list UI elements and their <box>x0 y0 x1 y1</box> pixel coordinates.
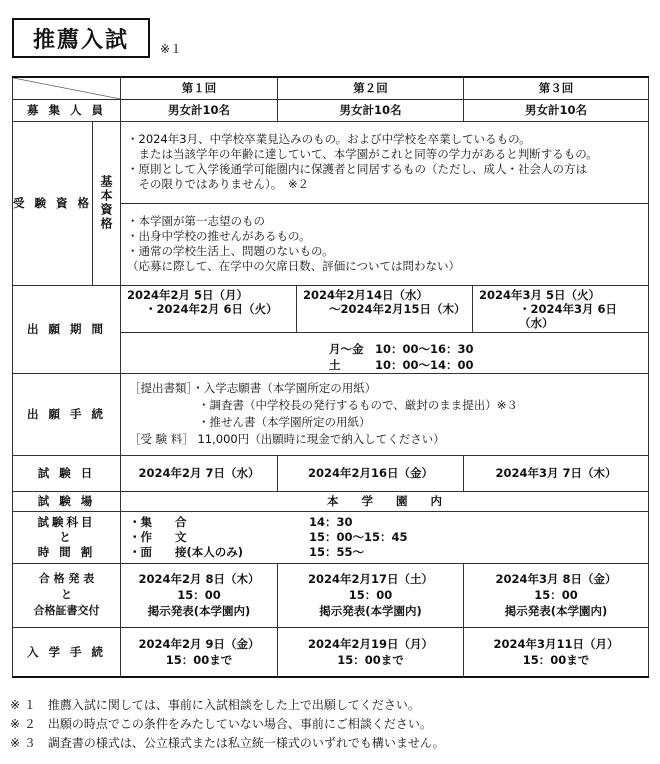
exam-venue-row <box>13 491 649 511</box>
enrollment-deadline: 15：00まで <box>337 652 404 667</box>
application-period-label: 出 願 期 間 <box>13 285 121 373</box>
procedure-line: ・調査書（中学校長の発行するもので、厳封のまま提出）※３ <box>129 398 518 412</box>
subject-item <box>129 545 640 560</box>
period-start: 2024年3月 5日（火） <box>479 287 601 302</box>
subject-name: ・集 合 <box>129 514 187 529</box>
recruit-value-2: 男女計10名 <box>278 99 464 121</box>
application-period-3 <box>472 286 648 332</box>
result-label <box>13 563 121 627</box>
enrollment-3 <box>464 627 649 677</box>
subject-name: ・作 文 <box>129 529 187 544</box>
exam-date-label: 試 験 日 <box>13 455 121 491</box>
enrollment-row <box>13 627 649 677</box>
enrollment-date: 2024年3月11日（月） <box>493 636 619 651</box>
exam-venue-value: 本 学 園 内 <box>121 491 649 511</box>
result-1 <box>121 563 278 627</box>
basic-qualification-line: ・原則として入学後通学可能圏内に保護者と同居するもの（ただし、成人・社会人の方は <box>127 162 587 176</box>
result-label-line: 合格証書交付 <box>33 604 100 617</box>
column-header-2: 第２回 <box>278 77 464 99</box>
result-label-line: 合 格 発 表 <box>38 572 95 585</box>
footnotes <box>10 696 445 753</box>
procedure-line: ・推せん書（本学園所定の用紙） <box>129 415 371 429</box>
basic-qualification-list <box>121 121 649 203</box>
period-end: ～2024年2月15日（木） <box>329 301 466 316</box>
subject-item <box>129 515 640 530</box>
result-3 <box>464 563 649 627</box>
result-method: 掲示発表(本学園内) <box>319 604 422 618</box>
eligibility-label: 受 験 資 格 <box>13 121 93 285</box>
hours-weekday: 月～金 10：00～16：30 <box>329 341 474 356</box>
basic-qualification-line: その限りではありません）。 ※２ <box>127 177 310 191</box>
result-label-line: と <box>61 588 72 601</box>
recruit-row <box>13 99 649 121</box>
footnote: ※ ３ 調査書の様式は、公立様式または私立統一様式のいずれでも構いません。 <box>10 736 445 750</box>
subject-time: 15：00～15：45 <box>309 529 408 544</box>
enrollment-1 <box>121 627 278 677</box>
enrollment-date: 2024年2月 9日（金） <box>138 636 260 651</box>
footnote: ※ １ 推薦入試に関しては、事前に入試相談をした上で出願してください。 <box>10 698 420 712</box>
result-method: 掲示発表(本学園内) <box>147 604 251 618</box>
subjects-schedule <box>121 511 649 563</box>
period-start: 2024年2月14日（水） <box>303 287 429 302</box>
application-period-1 <box>121 286 296 332</box>
hours-saturday: 土 10：00～14：00 <box>329 357 474 372</box>
exam-venue-label: 試 験 場 <box>13 491 121 511</box>
extra-qualification-list <box>121 203 649 285</box>
extra-qualification-line: （応募に際して、在学中の欠席日数、評価については問わない） <box>127 259 461 273</box>
column-header-1: 第１回 <box>121 77 278 99</box>
exam-date-1: 2024年2月 7日（水） <box>121 455 278 491</box>
subject-time: 15：55～ <box>309 544 365 559</box>
enrollment-date: 2024年2月19日（月） <box>307 636 433 651</box>
column-header-3: 第３回 <box>464 77 649 99</box>
procedure-row <box>13 373 649 455</box>
basic-qualification-line: または当該学年の年齢に達していて、本学園がこれと同等の学力があると判断するもの。 <box>127 147 598 161</box>
admission-schedule-table <box>12 76 649 678</box>
basic-qualification-label: 基本資格 <box>99 175 113 231</box>
extra-qualification-line: ・通常の学校生活上、問題のないもの。 <box>127 244 334 258</box>
application-period-2 <box>296 286 472 332</box>
period-end: ・2024年2月 6日（火） <box>145 301 278 316</box>
subjects-label-line: と <box>59 529 74 544</box>
procedure-line: ［提出書類］・入学志願書（本学園所定の用紙） <box>129 381 377 395</box>
result-date: 2024年2月17日（土） <box>307 572 433 586</box>
subject-item <box>129 530 640 545</box>
subjects-row <box>13 511 649 563</box>
procedure-line: ［受 験 料］ 11,000円（出願時に現金で納入してください） <box>129 432 445 446</box>
exam-date-row <box>13 455 649 491</box>
result-row <box>13 563 649 627</box>
procedure-label: 出 願 手 続 <box>13 373 121 455</box>
result-2 <box>278 563 464 627</box>
application-period-cell <box>121 285 649 373</box>
eligibility-row-basic <box>13 121 649 203</box>
result-method: 掲示発表(本学園内) <box>504 604 608 618</box>
exam-date-2: 2024年2月16日（金） <box>278 455 464 491</box>
application-period-row <box>13 285 649 373</box>
period-end: ・2024年3月 6日（水） <box>519 301 618 330</box>
extra-qualification-line: ・出身中学校の推せんがあるもの。 <box>127 229 311 243</box>
enrollment-deadline: 15：00まで <box>165 652 233 667</box>
header-corner-cell <box>13 77 121 99</box>
recruit-label: 募 集 人 員 <box>13 99 121 121</box>
recruit-value-1: 男女計10名 <box>121 99 278 121</box>
basic-qualification-cell <box>93 121 121 285</box>
enrollment-deadline: 15：00まで <box>522 652 590 667</box>
result-date: 2024年2月 8日（木） <box>138 572 260 586</box>
subjects-label-line: 時 間 割 <box>37 544 96 559</box>
extra-qualification-line: ・本学園が第一志望のもの <box>127 214 265 228</box>
subject-time: 14：30 <box>309 514 353 529</box>
enrollment-label: 入 学 手 続 <box>13 627 121 677</box>
page-title: 推薦入試 <box>12 18 150 58</box>
header-row <box>13 77 649 99</box>
period-start: 2024年2月 5日（月） <box>127 287 249 302</box>
result-date: 2024年3月 8日（金） <box>495 572 617 586</box>
result-time: 15：00 <box>534 588 578 602</box>
subjects-label-line: 試験科目 <box>37 514 96 529</box>
basic-qualification-line: ・2024年3月、中学校卒業見込みのもの。および中学校を卒業しているもの。 <box>127 132 531 146</box>
enrollment-2 <box>278 627 464 677</box>
footnote: ※ ２ 出願の時点でこの条件をみたしていない場合、事前にご相談ください。 <box>10 717 432 731</box>
subject-name: ・面 接(本人のみ) <box>129 544 244 559</box>
subjects-label <box>13 511 121 563</box>
title-footnote-mark: ※１ <box>160 42 183 56</box>
recruit-value-3: 男女計10名 <box>464 99 649 121</box>
result-time: 15：00 <box>348 588 393 602</box>
result-time: 15：00 <box>177 588 221 602</box>
exam-date-3: 2024年3月 7日（木） <box>464 455 649 491</box>
procedure-list <box>121 373 649 455</box>
